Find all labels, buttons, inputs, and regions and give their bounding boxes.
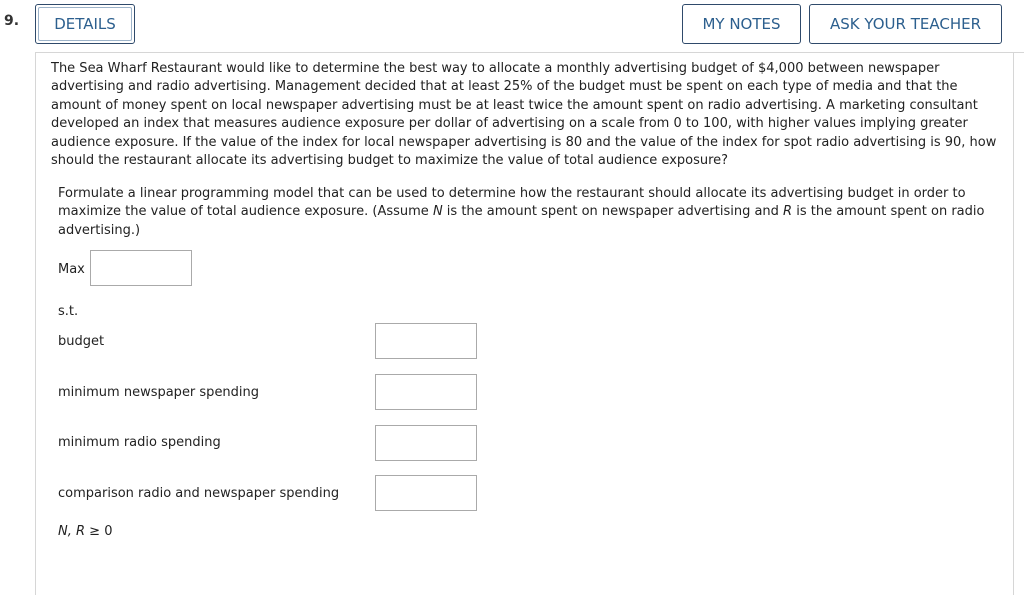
my-notes-button[interactable]: [682, 4, 801, 44]
ask-your-teacher-button-label: ASK YOUR TEACHER: [830, 15, 981, 33]
problem-text: The Sea Wharf Restaurant would like to determine the best way to allocate a monthly advertising budget of $4,000 between newspaper advertising and radio advertising. Management decided that at least 25% of the budget must be spent on each type of media and that the amount of money spent on local newspaper advertising must be at least twice the amount spent on radio advertising. A marketing consultant developed an index that measures audience exposure per dollar of advertising on a scale from 0 to 100, with higher values implying greater audience exposure. If the value of the index for local newspaper advertising is 80 and the value of the index for spot radio advertising is 90, how should the restaurant allocate its advertising budget to maximize the value of total audience exposure?: [51, 61, 997, 169]
details-button[interactable]: [35, 4, 135, 44]
ask-your-teacher-button[interactable]: [809, 4, 1002, 44]
question-number: 9.: [4, 13, 20, 29]
comparison-constraint-label: comparison radio and newspaper spending: [58, 486, 340, 501]
nonnegativity-variables: N, R: [58, 524, 86, 539]
newspaper-constraint-label: minimum newspaper spending: [58, 385, 260, 400]
variable-r: R: [783, 204, 793, 220]
budget-constraint-label: budget: [58, 334, 105, 349]
formulate-instructions: [58, 185, 998, 240]
nonnegativity-rest: ≥ 0: [85, 524, 113, 539]
details-button-label: DETAILS: [54, 15, 116, 33]
max-label: Max: [58, 262, 85, 277]
budget-constraint-input[interactable]: [375, 323, 477, 359]
newspaper-constraint-input[interactable]: [375, 374, 477, 410]
subject-to-label: s.t.: [58, 304, 79, 319]
nonnegativity-constraint: [58, 524, 112, 539]
radio-constraint-label: minimum radio spending: [58, 435, 221, 450]
formulate-text-part2: is the amount spent on newspaper advertising and: [442, 204, 784, 220]
comparison-constraint-input[interactable]: [375, 475, 477, 511]
my-notes-button-label: MY NOTES: [702, 15, 781, 33]
objective-function-input[interactable]: [90, 250, 192, 286]
variable-n: N: [432, 204, 443, 220]
formulate-text-part1: Formulate a linear programming model that can be used to determine how the restaurant should allocate its advertising budget in order to maximize the value of total audience exposure. (Assume: [58, 186, 966, 220]
radio-constraint-input[interactable]: [375, 425, 477, 461]
formulate-text-part3: is the amount spent on radio advertising.): [58, 204, 985, 238]
